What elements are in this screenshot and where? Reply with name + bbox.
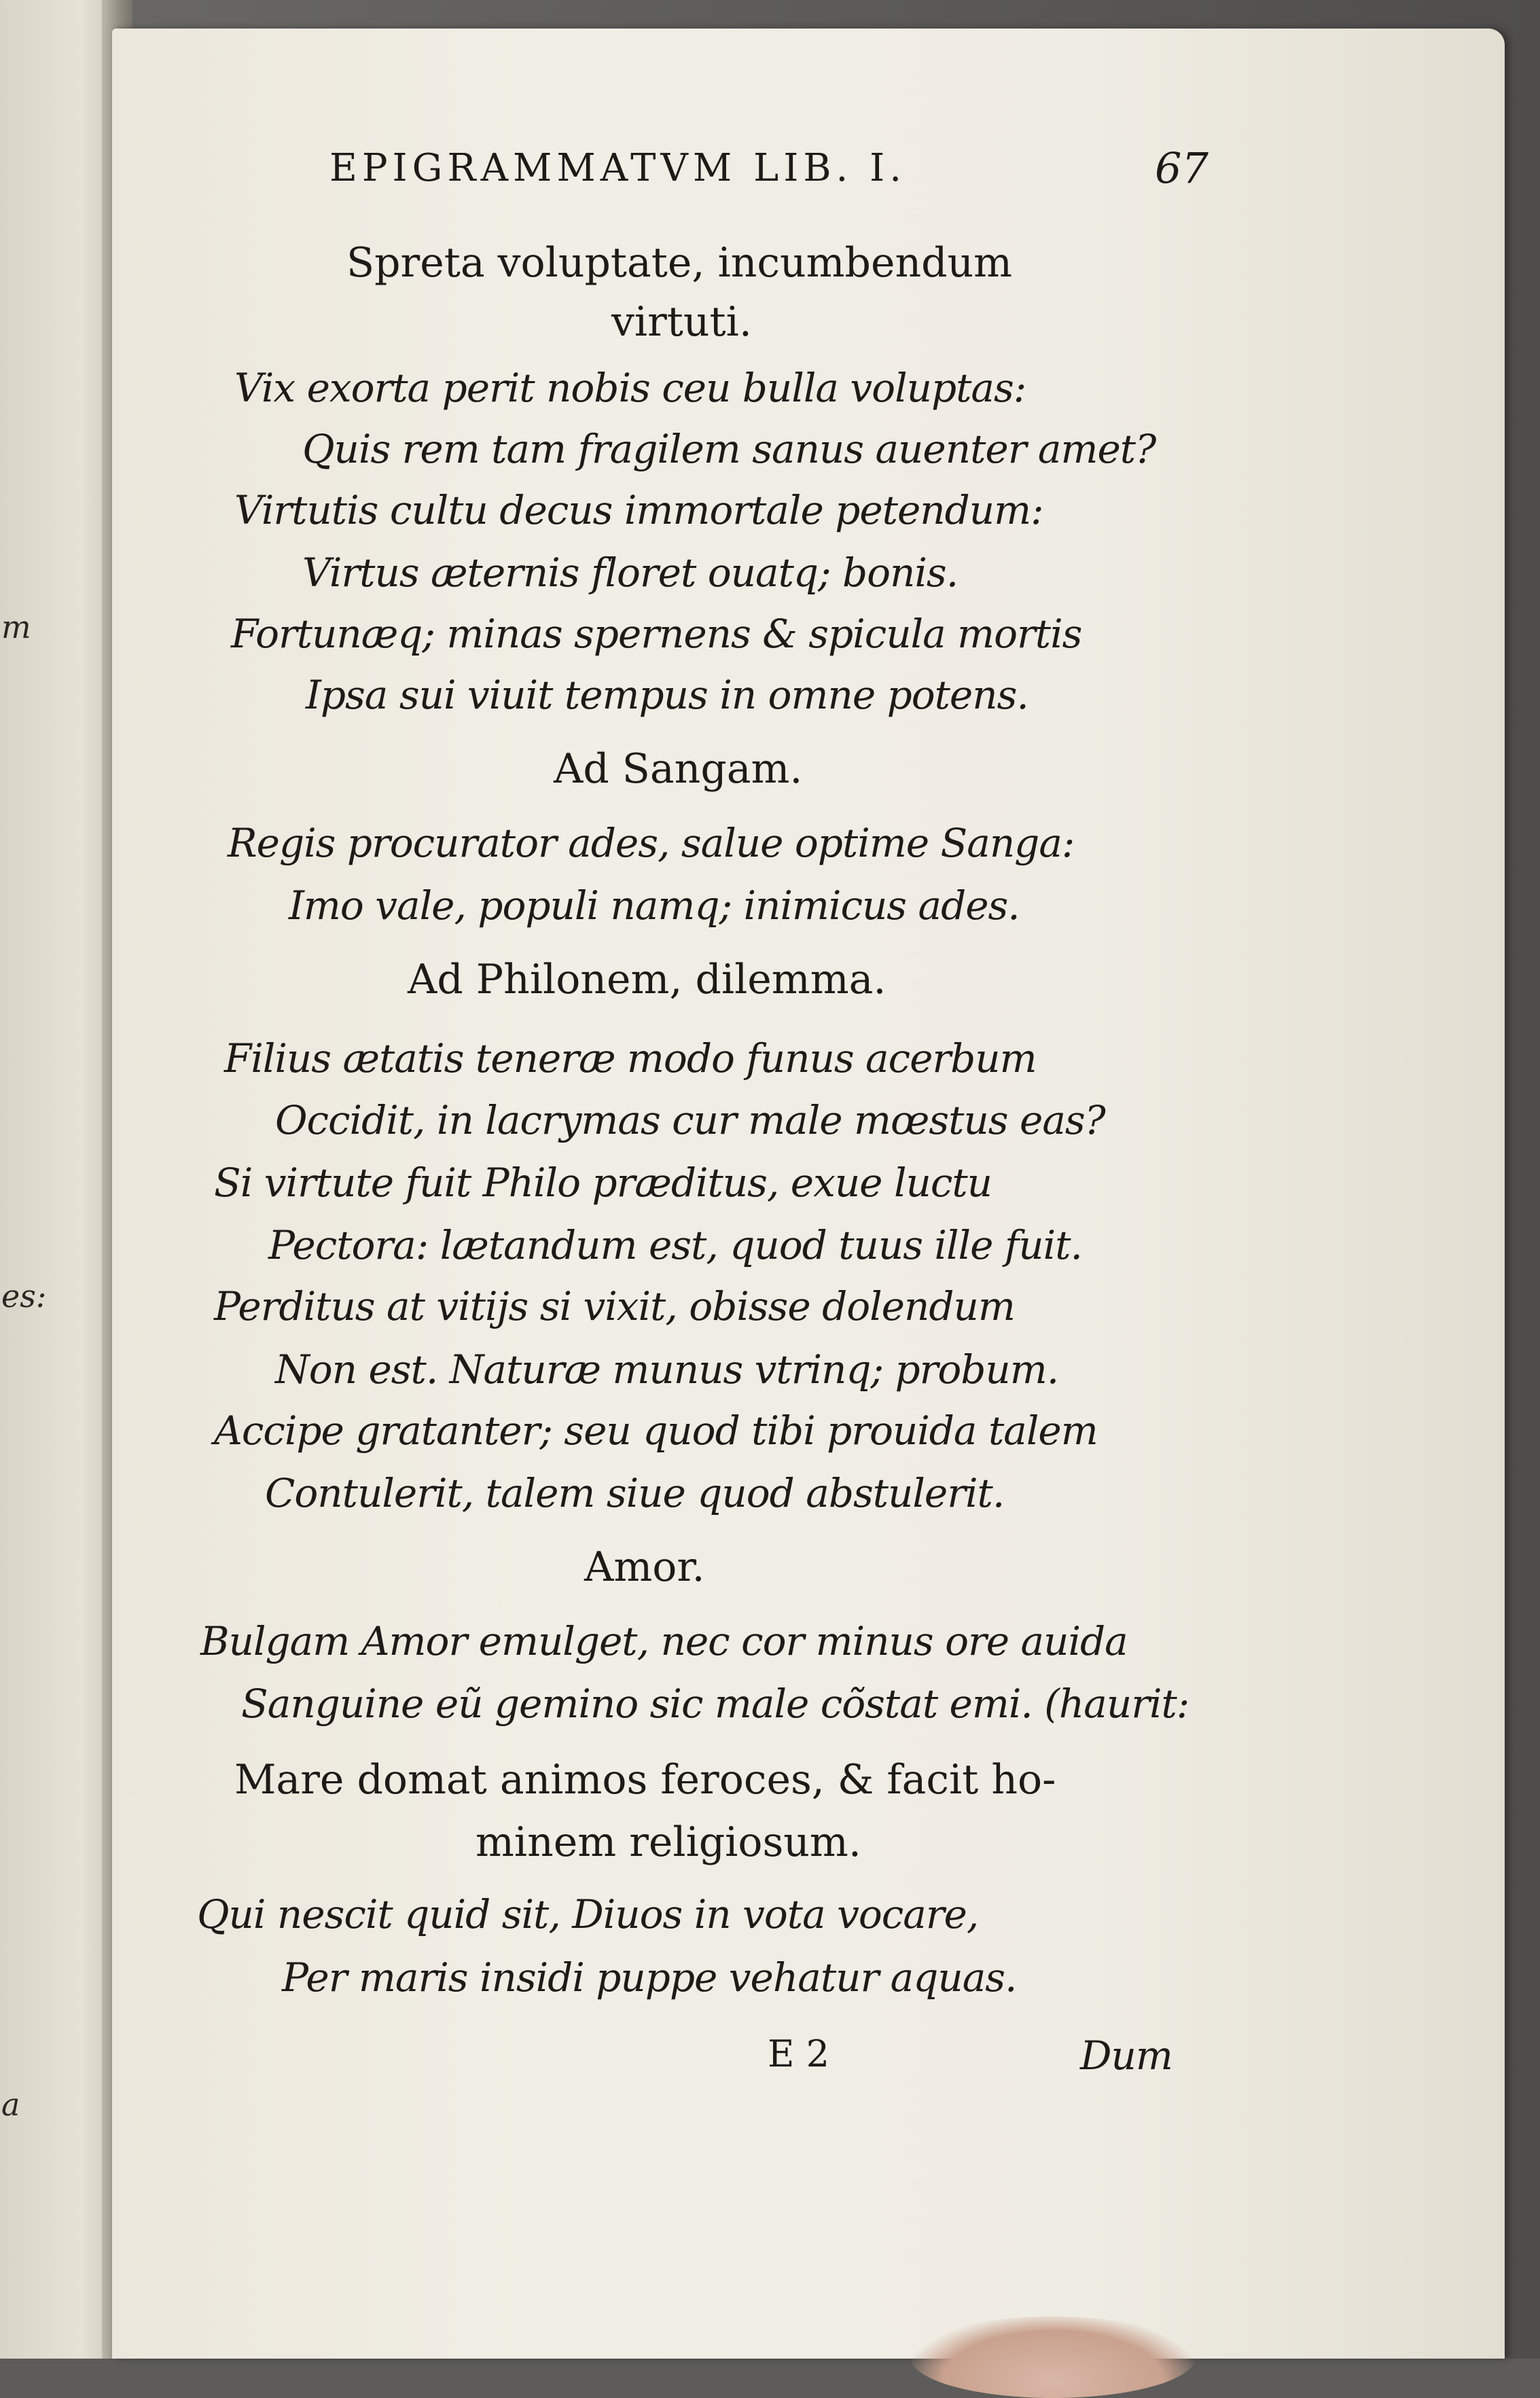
verse-line: Accipe gratanter; seu quod tibi prouida talem — [214, 1408, 1098, 1454]
epigram-title: minem religiosum. — [476, 1819, 861, 1866]
verse-line: Per maris insidi puppe vehatur aquas. — [282, 1954, 1017, 2001]
verse-line: Virtutis cultu decus immortale petendum: — [234, 487, 1043, 533]
left-edge-fragment: a — [1, 2086, 20, 2123]
verse-line: Quis rem tam fragilem sanus auenter amet? — [302, 426, 1156, 472]
epigram-title: Ad Sangam. — [554, 745, 803, 793]
verse-line: Imo vale, populi namq; inimicus ades. — [289, 882, 1020, 929]
left-edge-fragment: m — [1, 609, 31, 645]
epigram-title: virtuti. — [611, 298, 752, 346]
left-edge-fragment: es: — [1, 1278, 47, 1314]
verse-line: Perditus at vitijs si vixit, obisse dolendum — [214, 1283, 1015, 1329]
verse-line: Ipsa sui viuit tempus in omne potens. — [306, 672, 1028, 718]
signature-mark: E 2 — [768, 2033, 829, 2075]
verse-line: Non est. Naturæ munus vtrinq; probum. — [275, 1346, 1059, 1393]
verse-line: Filius ætatis teneræ modo funus acerbum — [224, 1035, 1037, 1081]
verse-line: Sanguine eũ gemino sic male cõstat emi. (haurit: — [241, 1681, 1189, 1727]
epigram-title: Ad Philonem, dilemma. — [408, 956, 887, 1003]
verse-line: Qui nescit quid sit, Diuos in vota vocare, — [197, 1891, 979, 1937]
epigram-title: Mare domat animos feroces, & facit ho- — [234, 1756, 1056, 1804]
verse-line: Si virtute fuit Philo præditus, exue luctu — [214, 1160, 992, 1206]
verse-line: Vix exorta perit nobis ceu bulla voluptas: — [234, 365, 1026, 411]
page-number: 67 — [1155, 143, 1208, 193]
running-title: EPIGRAMMATVM LIB. I. — [329, 146, 906, 190]
verse-line: Virtus æternis floret ouatq; bonis. — [302, 550, 959, 596]
verse-line: Contulerit, talem siue quod abstulerit. — [265, 1470, 1005, 1516]
verse-line: Fortunæq; minas spernens & spicula mortis — [231, 611, 1082, 657]
epigram-title: Spreta voluptate, incumbendum — [346, 239, 1013, 287]
verse-line: Pectora: lætandum est, quod tuus ille fuit. — [268, 1222, 1082, 1268]
verse-line: Occidit, in lacrymas cur male mœstus eas? — [275, 1097, 1105, 1143]
verse-line: Bulgam Amor emulget, nec cor minus ore auida — [200, 1618, 1128, 1664]
left-page-edge — [0, 0, 115, 2359]
epigram-title: Amor. — [584, 1543, 705, 1591]
catchword: Dum — [1080, 2033, 1172, 2079]
book-page — [112, 29, 1505, 2359]
verse-line: Regis procurator ades, salue optime Sanga: — [228, 820, 1075, 866]
thumb — [910, 2316, 1196, 2398]
